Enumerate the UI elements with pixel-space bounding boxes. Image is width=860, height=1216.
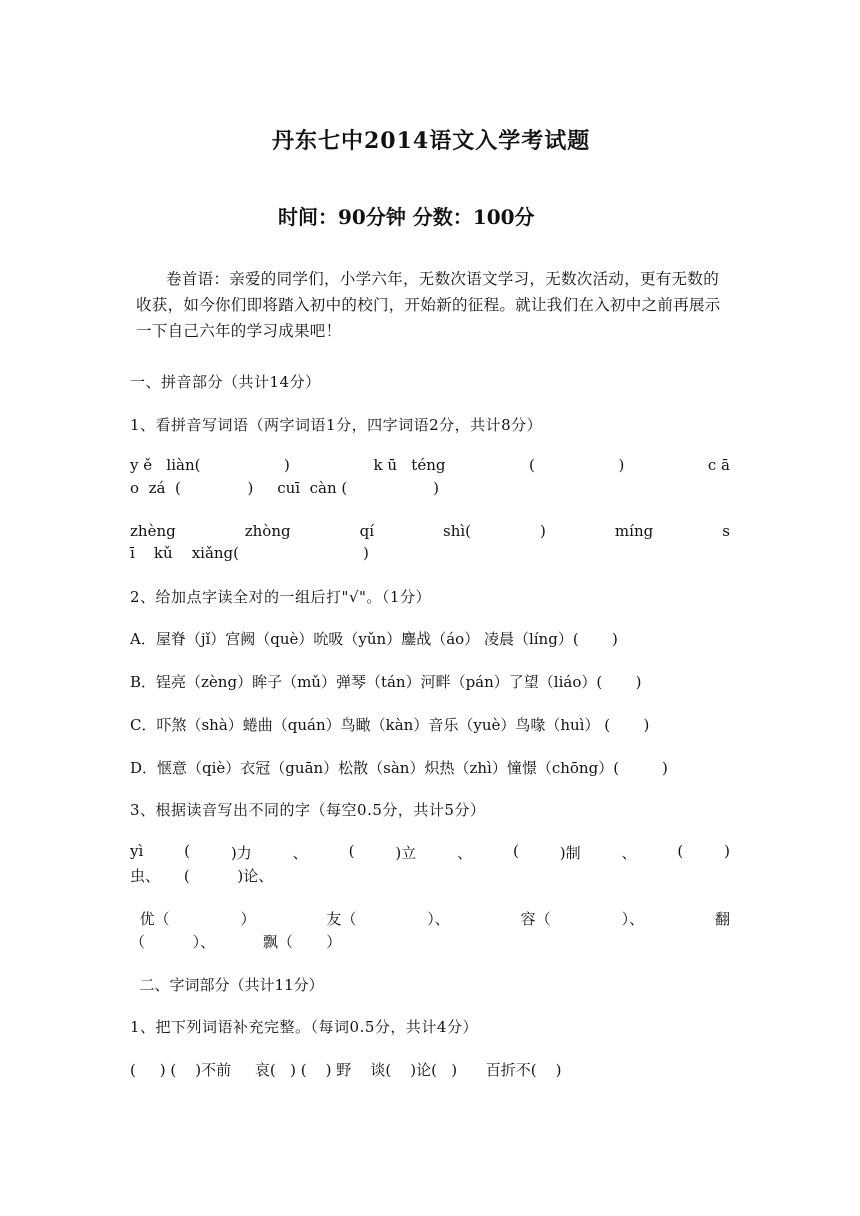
separator: 、 xyxy=(621,844,637,862)
pinyin-item: zhòng xyxy=(244,522,291,540)
blank-close: ）、 xyxy=(427,910,450,928)
char-item: 优（ xyxy=(130,910,170,928)
blank-close: ） xyxy=(240,910,256,928)
pinyin-row-4: ī kǔ xiǎng( ) xyxy=(130,544,369,562)
option-d: D．惬意（qiè）衣冠（guān）松散（sàn）炽热（zhì）憧憬（chōng）( ) xyxy=(130,759,668,777)
char-item: 友（ xyxy=(326,910,357,928)
option-c: C．吓煞（shà）蜷曲（quán）鸟瞰（kàn）音乐（yuè）鸟喙（huì） ( ) xyxy=(130,716,650,734)
exam-info: 时间：90分钟 分数：100分 xyxy=(278,205,535,229)
separator: 、 xyxy=(457,844,473,862)
pinyin-row-2: o zá ( ) cuī càn ( ) xyxy=(130,479,439,497)
option-a: A．屋脊（jǐ）宫阙（què）吮吸（yǔn）鏖战（áo） 凌晨（líng）( ) xyxy=(130,630,618,648)
blank-open: ( xyxy=(184,842,191,860)
homophone-row-4: （ ）、 飘（ ） xyxy=(130,933,342,951)
blank-close: ) xyxy=(724,842,730,860)
char-item: 翻 xyxy=(714,910,730,928)
section2-question-1-title: 1、把下列词语补充完整。（每词0.5分，共计4分） xyxy=(130,1018,478,1036)
section-heading-words: 二、字词部分（共计11分） xyxy=(130,976,324,994)
idiom-completion-line: ( ) ( )不前 哀( ) ( ) 野 谈( )论( ) 百折不( ) xyxy=(130,1061,562,1079)
blank-close: ）、 xyxy=(621,910,645,928)
homophone-row-3 xyxy=(130,908,730,929)
blank-close: )力 xyxy=(230,844,252,862)
pinyin-row-3 xyxy=(130,522,730,540)
blank-close: ) xyxy=(618,456,625,474)
blank-close: ) xyxy=(284,456,290,474)
blank-open: ( xyxy=(348,842,355,860)
char-item: 容（ xyxy=(520,910,551,928)
blank-open: ( xyxy=(512,842,519,860)
pinyin-item: zhèng xyxy=(130,522,176,540)
blank-open: ( xyxy=(677,842,684,860)
pinyin-item: c ā xyxy=(707,456,730,474)
question-3-title: 3、根据读音写出不同的字（每空0.5分，共计5分） xyxy=(130,801,486,819)
question-2-title: 2、给加点字读全对的一组后打"√"。（1分） xyxy=(130,588,431,606)
pinyin-item: qí xyxy=(359,522,374,540)
page-title: 丹东七中2014语文入学考试题 xyxy=(272,128,591,154)
homophone-row-1 xyxy=(130,842,730,863)
pinyin-item: míng xyxy=(614,522,654,540)
homophone-row-2: 虫、 ( )论、 xyxy=(130,867,274,885)
pinyin-item: s xyxy=(722,522,730,540)
pinyin-item: yì xyxy=(130,842,144,860)
blank-close: ) xyxy=(540,522,546,540)
pinyin-item: y ě liàn( xyxy=(130,456,201,474)
blank-close: )制 xyxy=(559,844,581,862)
blank-open: ( xyxy=(529,456,535,474)
pinyin-row-1 xyxy=(130,456,730,474)
pinyin-item: shì( xyxy=(443,522,472,540)
section-heading-pinyin: 一、拼音部分（共计14分） xyxy=(130,373,321,391)
preface-paragraph: 卷首语：亲爱的同学们，小学六年，无数次语文学习，无数次活动，更有无数的收获，如今你们即将踏入初中的校门，开始新的征程。就让我们在入初中之前再展示一下自己六年的学习成果吧！ xyxy=(136,270,721,340)
separator: 、 xyxy=(292,844,308,862)
pinyin-item: k ū téng xyxy=(373,456,446,474)
question-1-title: 1、看拼音写词语（两字词语1分，四字词语2分，共计8分） xyxy=(130,416,543,434)
option-b: B．锃亮（zèng）眸子（mǔ）弹琴（tán）河畔（pán）了望（liáo）( ) xyxy=(130,673,642,691)
blank-close: )立 xyxy=(395,844,417,862)
